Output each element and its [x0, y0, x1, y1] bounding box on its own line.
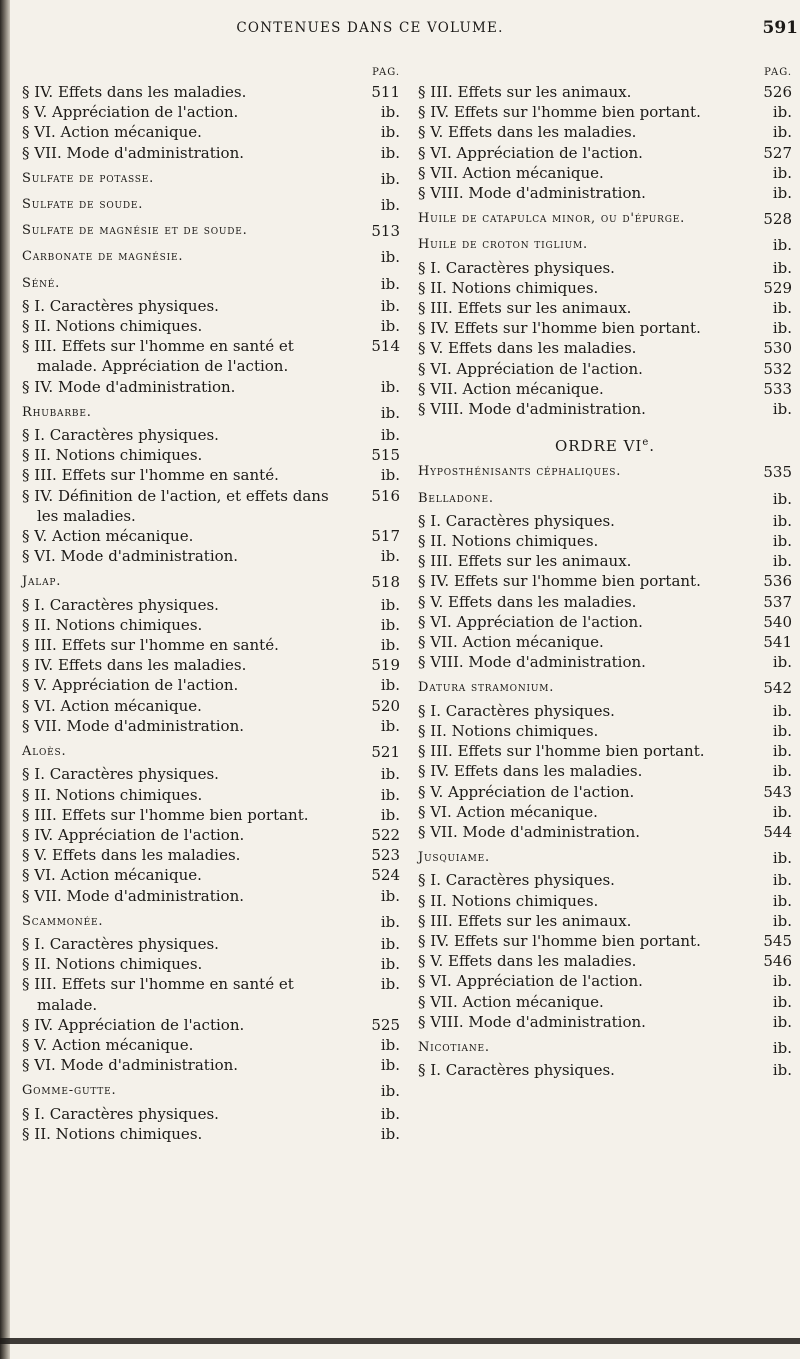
toc-entry-row — [22, 1124, 400, 1144]
section-title: Séné. — [22, 275, 61, 291]
entry-title: § V. Appréciation de l'action. — [22, 103, 239, 122]
page-ref: ib. — [772, 511, 792, 530]
page-ref: 544 — [763, 822, 792, 841]
page-ref: 528 — [763, 210, 792, 229]
entry-title: § III. Effets sur l'homme bien portant. — [22, 805, 309, 824]
toc-entry-row — [22, 954, 400, 974]
page-ref: 519 — [371, 656, 400, 675]
section-title: Sulfate de potasse. — [22, 170, 155, 186]
toc-section-row — [22, 403, 400, 423]
entry-title: § II. Notions chimiques. — [22, 317, 203, 336]
entry-title: § VII. Mode d'administration. — [22, 886, 244, 905]
page-ref: 522 — [371, 825, 400, 844]
page-ref: 536 — [763, 572, 792, 591]
toc-entry-row — [22, 785, 400, 805]
toc-entry-row — [22, 865, 400, 885]
order-heading-punct: . — [649, 437, 656, 456]
entry-title: § III. Effets sur les animaux. — [418, 911, 632, 930]
section-title: Huile de croton tiglium. — [418, 237, 588, 253]
toc-entry-row — [22, 845, 400, 865]
page-ref: ib. — [772, 103, 792, 122]
entry-title: § II. Notions chimiques. — [418, 278, 599, 297]
page-ref: 523 — [371, 846, 400, 865]
toc-entry-row — [22, 1015, 400, 1035]
toc-entry-row — [418, 183, 792, 203]
page-ref: ib. — [380, 274, 400, 293]
page-ref: ib. — [380, 317, 400, 336]
bottom-rule — [0, 1338, 800, 1344]
page-ref: ib. — [380, 934, 400, 953]
page-ref: ib. — [772, 552, 792, 571]
page-ref: 540 — [763, 612, 792, 631]
toc-section-row — [22, 169, 400, 189]
entry-title: § V. Effets dans les maladies. — [418, 123, 637, 142]
page-ref: 526 — [763, 83, 792, 101]
entry-title: § VI. Appréciation de l'action. — [418, 972, 643, 991]
page-ref: ib. — [772, 163, 792, 182]
toc-entry-row — [418, 531, 792, 551]
toc-entry-row — [22, 102, 400, 122]
header-title: CONTENUES DANS CE VOLUME. — [236, 20, 504, 36]
toc-entry-row — [22, 526, 400, 546]
entry-title: § VI. Appréciation de l'action. — [418, 143, 643, 162]
toc-entry-row — [418, 802, 792, 822]
entry-title: § V. Effets dans les maladies. — [418, 952, 637, 971]
page-ref: ib. — [380, 377, 400, 396]
page-ref: 532 — [763, 359, 792, 378]
entry-title: § IV. Effets sur l'homme bien portant. — [418, 103, 701, 122]
page-ref: ib. — [380, 403, 400, 422]
page-ref: 511 — [371, 83, 400, 101]
entry-title: § VII. Action mécanique. — [418, 163, 604, 182]
entry-title: § III. Effets sur les animaux. — [418, 299, 632, 318]
page-column-label: PAG. — [372, 67, 400, 78]
page-ref: ib. — [772, 972, 792, 991]
page-ref: 530 — [763, 339, 792, 358]
page-ref: ib. — [772, 489, 792, 508]
entry-title: § V. Appréciation de l'action. — [22, 676, 239, 695]
entry-title: § VI. Appréciation de l'action. — [418, 612, 643, 631]
section-title: Aloès. — [22, 744, 67, 760]
toc-entry-row — [418, 721, 792, 741]
page-number: 591 — [762, 18, 798, 38]
toc-entry-row — [418, 379, 792, 399]
toc-entry-row — [418, 338, 792, 358]
page-ref: 520 — [371, 696, 400, 715]
page-ref: ib. — [380, 466, 400, 485]
section-title: Jalap. — [22, 574, 62, 590]
page-ref: ib. — [772, 871, 792, 890]
order-heading-sup: e — [642, 437, 650, 449]
entry-title: § I. Caractères physiques. — [22, 934, 219, 953]
page-ref: ib. — [772, 891, 792, 910]
page-ref: 542 — [763, 679, 792, 698]
toc-entry-row — [22, 716, 400, 736]
entry-title: § II. Notions chimiques. — [22, 785, 203, 804]
entry-title: § I. Caractères physiques. — [418, 871, 615, 890]
page-ref: ib. — [380, 615, 400, 634]
toc-section-row — [418, 678, 792, 698]
toc-entry-row — [418, 870, 792, 890]
toc-entry-row — [22, 296, 400, 316]
toc-entry-row — [22, 974, 400, 1014]
entry-title: § III. Effets sur l'homme en santé et malade. Appréciation de l'action. — [22, 337, 294, 376]
entry-title: § II. Notions chimiques. — [22, 1124, 203, 1143]
toc-section-row — [418, 209, 792, 229]
entry-title: § VII. Mode d'administration. — [22, 716, 244, 735]
entry-title: § VI. Action mécanique. — [418, 802, 598, 821]
page-ref: ib. — [380, 676, 400, 695]
toc-entry-row — [418, 163, 792, 183]
page-ref: ib. — [772, 184, 792, 203]
section-title: Jusquiame. — [418, 850, 490, 866]
entry-title: § II. Notions chimiques. — [418, 891, 599, 910]
entry-title: § I. Caractères physiques. — [22, 595, 219, 614]
section-title: Sulfate de magnésie et de soude. — [22, 223, 248, 239]
page-ref: 541 — [763, 633, 792, 652]
page-ref: ib. — [380, 296, 400, 315]
page-ref: ib. — [772, 299, 792, 318]
toc-entry-row — [22, 82, 400, 102]
entry-title: § V. Action mécanique. — [22, 527, 194, 546]
page-ref: ib. — [380, 1082, 400, 1101]
entry-title: § I. Caractères physiques. — [22, 765, 219, 784]
toc-entry-row — [22, 615, 400, 635]
page-ref: ib. — [380, 547, 400, 566]
entry-title: § II. Notions chimiques. — [22, 615, 203, 634]
entry-title: § III. Effets sur les animaux. — [418, 552, 632, 571]
toc-right-list — [418, 82, 792, 1080]
entry-title: § I. Caractères physiques. — [22, 296, 219, 315]
entry-title: § I. Caractères physiques. — [418, 511, 615, 530]
page-ref: 524 — [371, 866, 400, 885]
page-ref: ib. — [772, 123, 792, 142]
toc-entry-row — [22, 805, 400, 825]
toc-entry-row — [418, 761, 792, 781]
toc-entry-row — [22, 675, 400, 695]
entry-title: § VII. Action mécanique. — [418, 379, 604, 398]
running-header — [120, 18, 798, 38]
section-title: Huile de catapulca minor, ou d'épurge. — [418, 211, 686, 227]
page-ref: ib. — [380, 1035, 400, 1054]
entry-title: § II. Notions chimiques. — [418, 721, 599, 740]
toc-entry-row — [418, 511, 792, 531]
toc-section-row — [22, 572, 400, 592]
page-ref: ib. — [772, 1038, 792, 1057]
toc-entry-row — [418, 971, 792, 991]
page-ref: ib. — [380, 123, 400, 142]
page-ref: 514 — [371, 337, 400, 356]
page-ref: 543 — [763, 782, 792, 801]
page-ref: ib. — [380, 805, 400, 824]
page-ref: ib. — [772, 653, 792, 672]
toc-entry-row — [22, 655, 400, 675]
toc-entry-row — [418, 652, 792, 672]
page-ref: ib. — [772, 701, 792, 720]
toc-entry-row — [418, 951, 792, 971]
toc-entry-row — [418, 122, 792, 142]
entry-title: § VI. Action mécanique. — [22, 866, 202, 885]
page-ref: ib. — [380, 886, 400, 905]
toc-entry-row — [22, 1104, 400, 1124]
section-title: Belladone. — [418, 490, 494, 506]
entry-title: § V. Appréciation de l'action. — [418, 782, 635, 801]
toc-entry-row — [418, 258, 792, 278]
entry-title: § IV. Effets sur l'homme bien portant. — [418, 319, 701, 338]
page-ref: ib. — [380, 785, 400, 804]
toc-right-column — [418, 64, 792, 1080]
order-heading — [418, 433, 792, 456]
toc-entry-row — [418, 931, 792, 951]
toc-section-row — [418, 1038, 792, 1058]
entry-title: § VI. Mode d'administration. — [22, 1056, 239, 1075]
entry-title: § IV. Effets dans les maladies. — [22, 83, 247, 101]
entry-title: § III. Effets sur l'homme bien portant. — [418, 742, 705, 761]
toc-entry-row — [418, 891, 792, 911]
toc-entry-row — [418, 318, 792, 338]
page-ref: ib. — [772, 236, 792, 255]
page-ref: ib. — [380, 248, 400, 267]
toc-entry-row — [22, 1035, 400, 1055]
entry-title: § VIII. Mode d'administration. — [418, 653, 646, 672]
entry-title: § IV. Effets dans les maladies. — [22, 656, 247, 675]
entry-title: § VII. Mode d'administration. — [418, 822, 640, 841]
page-ref: ib. — [772, 742, 792, 761]
page-ref: 537 — [763, 592, 792, 611]
page-ref: ib. — [380, 143, 400, 162]
toc-section-row — [418, 462, 792, 482]
entry-title: § VI. Mode d'administration. — [22, 547, 239, 566]
toc-section-row — [418, 489, 792, 509]
page-ref: ib. — [380, 595, 400, 614]
section-title: Rhubarbe. — [22, 404, 92, 420]
entry-title: § V. Effets dans les maladies. — [22, 846, 241, 865]
page-ref: 535 — [763, 463, 792, 482]
entry-title: § VII. Action mécanique. — [418, 633, 604, 652]
toc-entry-row — [418, 82, 792, 102]
toc-entry-row — [22, 934, 400, 954]
entry-title: § IV. Appréciation de l'action. — [22, 825, 245, 844]
toc-section-row — [418, 848, 792, 868]
entry-title: § I. Caractères physiques. — [22, 426, 219, 445]
page-ref: ib. — [772, 532, 792, 551]
toc-entry-row — [418, 1060, 792, 1080]
entry-title: § II. Notions chimiques. — [418, 532, 599, 551]
toc-entry-row — [22, 122, 400, 142]
order-heading-text: ORDRE VI — [554, 437, 643, 456]
toc-entry-row — [418, 782, 792, 802]
toc-entry-row — [418, 399, 792, 419]
page-ref: ib. — [772, 1061, 792, 1080]
page-ref: ib. — [380, 103, 400, 122]
toc-entry-row — [418, 143, 792, 163]
entry-title: § II. Notions chimiques. — [22, 446, 203, 465]
page-ref: 515 — [371, 446, 400, 465]
toc-entry-row — [418, 992, 792, 1012]
toc-entry-row — [22, 316, 400, 336]
page-ref: ib. — [772, 762, 792, 781]
entry-title: § IV. Effets dans les maladies. — [418, 762, 643, 781]
page-ref: ib. — [380, 765, 400, 784]
entry-title: § III. Effets sur l'homme en santé. — [22, 466, 279, 485]
toc-section-row — [22, 247, 400, 267]
toc-entry-row — [418, 1012, 792, 1032]
entry-title: § III. Effets sur l'homme en santé et malade. — [22, 975, 294, 1014]
toc-entry-row — [418, 571, 792, 591]
page-ref: ib. — [380, 1124, 400, 1143]
page-ref: ib. — [772, 721, 792, 740]
page-ref: 518 — [371, 573, 400, 592]
toc-section-row — [22, 1081, 400, 1101]
toc-entry-row — [418, 911, 792, 931]
toc-entry-row — [22, 764, 400, 784]
toc-left-list — [22, 82, 400, 1144]
section-title: Carbonate de magnésie. — [22, 249, 184, 265]
page-ref: ib. — [772, 802, 792, 821]
page-ref: ib. — [380, 1056, 400, 1075]
entry-title: § VII. Action mécanique. — [418, 992, 604, 1011]
entry-title: § I. Caractères physiques. — [418, 701, 615, 720]
toc-section-row — [22, 221, 400, 241]
entry-title: § VI. Action mécanique. — [22, 696, 202, 715]
page-ref: ib. — [772, 400, 792, 419]
page-ref: 517 — [371, 527, 400, 546]
toc-section-row — [418, 235, 792, 255]
page-ref: 525 — [371, 1015, 400, 1034]
entry-title: § IV. Mode d'administration. — [22, 377, 236, 396]
toc-entry-row — [22, 465, 400, 485]
entry-title: § VIII. Mode d'administration. — [418, 1012, 646, 1031]
page-ref: ib. — [380, 636, 400, 655]
toc-entry-row — [22, 825, 400, 845]
toc-entry-row — [418, 612, 792, 632]
toc-entry-row — [418, 359, 792, 379]
toc-entry-row — [22, 486, 400, 526]
toc-entry-row — [418, 741, 792, 761]
section-title: Gomme-gutte. — [22, 1083, 117, 1099]
toc-entry-row — [418, 632, 792, 652]
section-title: Sulfate de soude. — [22, 197, 144, 213]
page-ref: 533 — [763, 379, 792, 398]
page-ref: ib. — [772, 1012, 792, 1031]
section-title: Scammonée. — [22, 913, 104, 929]
page-ref: 516 — [371, 486, 400, 505]
toc-entry-row — [22, 546, 400, 566]
page-ref: 546 — [763, 952, 792, 971]
page-column-label: PAG. — [764, 67, 792, 78]
page-ref: ib. — [380, 912, 400, 931]
page-ref: ib. — [380, 1104, 400, 1123]
page-ref: ib. — [772, 911, 792, 930]
section-title: Datura stramonium. — [418, 680, 555, 696]
page-ref: 545 — [763, 931, 792, 950]
entry-title: § V. Effets dans les maladies. — [418, 339, 637, 358]
entry-title: § II. Notions chimiques. — [22, 955, 203, 974]
toc-entry-row — [418, 298, 792, 318]
toc-entry-row — [22, 336, 400, 376]
entry-title: § VII. Mode d'administration. — [22, 143, 244, 162]
toc-entry-row — [22, 445, 400, 465]
entry-title: § VI. Action mécanique. — [22, 123, 202, 142]
page-ref: ib. — [772, 849, 792, 868]
toc-entry-row — [418, 592, 792, 612]
toc-entry-row — [418, 551, 792, 571]
entry-title: § I. Caractères physiques. — [418, 258, 615, 277]
page-ref: ib. — [380, 955, 400, 974]
page-ref: ib. — [772, 319, 792, 338]
toc-section-row — [22, 274, 400, 294]
toc-entry-row — [22, 377, 400, 397]
entry-title: § III. Effets sur les animaux. — [418, 83, 632, 101]
entry-title: § IV. Définition de l'action, et effets dans les maladies. — [22, 486, 329, 525]
toc-entry-row — [22, 635, 400, 655]
entry-title: § VIII. Mode d'administration. — [418, 400, 646, 419]
book-spine-edge — [0, 0, 10, 1359]
toc-section-row — [22, 195, 400, 215]
toc-entry-row — [418, 102, 792, 122]
entry-title: § VIII. Mode d'administration. — [418, 184, 646, 203]
page-ref: ib. — [380, 975, 400, 994]
entry-title: § IV. Appréciation de l'action. — [22, 1015, 245, 1034]
toc-entry-row — [22, 886, 400, 906]
section-title: Nicotiane. — [418, 1039, 490, 1055]
entry-title: § IV. Effets sur l'homme bien portant. — [418, 572, 701, 591]
page-ref: 529 — [763, 278, 792, 297]
page-ref: 527 — [763, 143, 792, 162]
toc-entry-row — [22, 1055, 400, 1075]
entry-title: § V. Effets dans les maladies. — [418, 592, 637, 611]
toc-entry-row — [22, 696, 400, 716]
toc-entry-row — [22, 425, 400, 445]
entry-title: § IV. Effets sur l'homme bien portant. — [418, 931, 701, 950]
toc-left-column — [22, 64, 400, 1144]
toc-entry-row — [418, 822, 792, 842]
page-ref: ib. — [380, 426, 400, 445]
page-ref: 521 — [371, 743, 400, 762]
page-ref: ib. — [380, 716, 400, 735]
entry-title: § V. Action mécanique. — [22, 1035, 194, 1054]
page-ref: ib. — [772, 992, 792, 1011]
section-title: Hyposthénisants céphaliques. — [418, 464, 622, 480]
page-ref: 513 — [371, 222, 400, 241]
toc-section-row — [22, 912, 400, 932]
entry-title: § I. Caractères physiques. — [22, 1104, 219, 1123]
toc-section-row — [22, 742, 400, 762]
entry-title: § III. Effets sur l'homme en santé. — [22, 636, 279, 655]
entry-title: § VI. Appréciation de l'action. — [418, 359, 643, 378]
page-ref: ib. — [380, 196, 400, 215]
toc-entry-row — [418, 278, 792, 298]
page-ref: ib. — [380, 169, 400, 188]
page-ref: ib. — [772, 258, 792, 277]
entry-title: § I. Caractères physiques. — [418, 1061, 615, 1080]
toc-entry-row — [22, 143, 400, 163]
toc-entry-row — [418, 701, 792, 721]
toc-entry-row — [22, 595, 400, 615]
